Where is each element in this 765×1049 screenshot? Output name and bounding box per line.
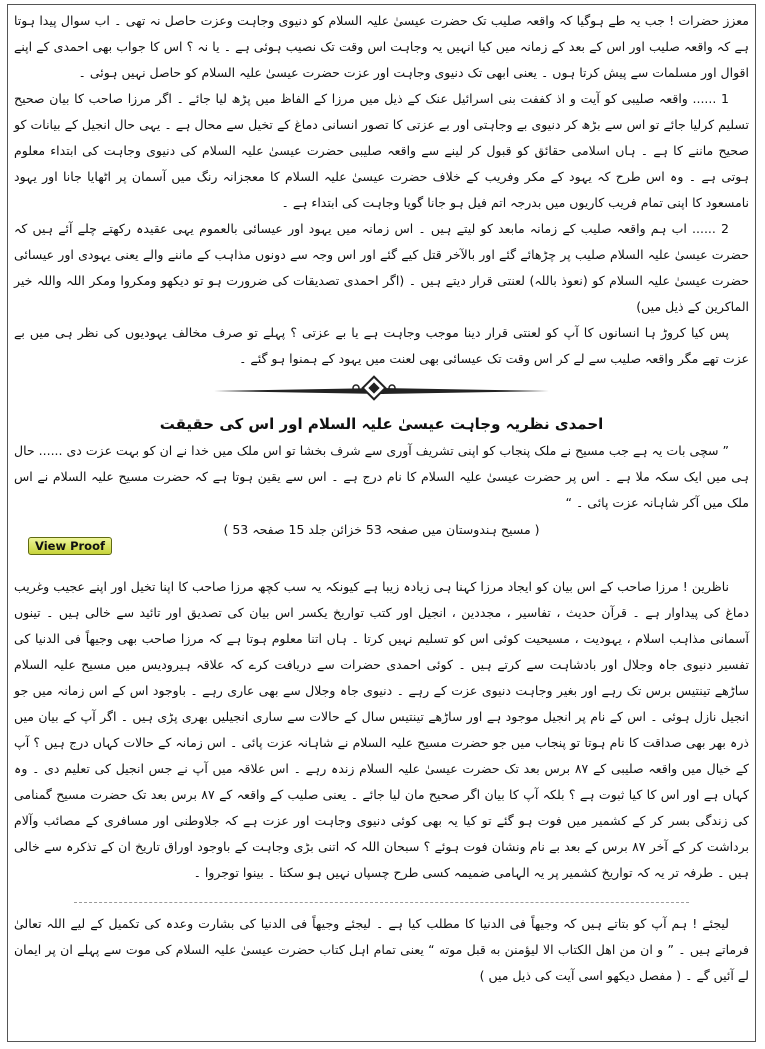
document-body xyxy=(14,8,749,989)
paragraph-analysis: ناظرین ! مرزا صاحب کے اس بیان کو ایجاد مرزا کہنا ہی زیادہ زیبا ہے کیونکہ یہ سب کچھ مرزا صاحب کا اپنا تخیل اور اپنے عجیب وغریب دماغ کی پیداوار ہے ۔ قرآن حدیث ، تفاسیر ، مجددین ، انجیل اور کتب تواریخ یکسر اس بیان کی تصدیق اور تائید سے خالی ہیں ۔ تینوں آسمانی مذاہب اسلام ، یہودیت ، مسیحیت کوئی اس کو تسلیم نہیں کرتا ۔ ہاں اتنا معلوم ہوتا ہے کہ مرزا صاحب بھی وجیھاً فی الدنیا کی تفسیر دنیوی جاہ وجلال اور بادشاہت سے کرتے ہیں ۔ کوئی احمدی حضرات سے دریافت کرے کہ علاقہ ہیرودیس میں مسیح علیہ السلام ساڑھے تینتیس برس تک رہے اور بغیر وجاہت دنیوی عزت کے رہے ۔ دنیوی جاہ وجلال سے بھی عاری رہے ۔ باوجود اس کے اس زمانہ میں جو انجیل نازل ہوئی ۔ اس کے نام پر انجیل موجود ہے اور ساڑھے تینتیس سال کے حالات سے ساری انجیلیں بھری پڑی ہیں ۔ اگر آپ کے بیان میں ذرہ بھر بھی صداقت کا نام ہوتا تو پنجاب میں جو حضرت مسیح علیہ السلام نے شاہانہ عزت پائی ۔ اس زمانہ کے حالات کہاں درج ہیں ؟ آپ کے خیال میں واقعہ صلیبی کے ۸۷ برس بعد تک حضرت عیسیٰ علیہ السلام زندہ رہے ۔ اس علاقہ میں آپ نے جس انجیل کی تعلیم دی ۔ وہ کہاں ہے اور اس کا کیا ثبوت ہے ؟ بلکہ آپ کا بیان اگر صحیح مان لیا جائے ۔ یعنی صلیب کے واقعہ کے ۸۷ برس بعد تک حضرت مسیح گمنامی کی زندگی بسر کر کے کشمیر میں فوت ہو گئے تو کیا یہ بھی کوئی دنیوی وجاہت اور عزت ہے کہ جلاوطنی اور مسافری کے مصائب وآلام برداشت کر کے آخر ۸۷ برس کے بعد بے نام ونشان فوت ہوئے ؟ سبحان اللہ کہ اتنی بڑی وجاہت کے باوجود اوراق تاریخ ان کے تذکرہ سے خالی ہیں ۔ طرفہ تر یہ کہ تواریخ کشمیر پر یہ الہامی ضمیمہ کسی طرح چسپاں نہیں ہو سکتا ۔ بینوا توجروا ۔ xyxy=(14,579,750,880)
ornament-icon xyxy=(14,372,749,410)
section-heading: احمدی نظریہ وجاہت عیسیٰ علیہ السلام اور اس کی حقیقت xyxy=(159,415,604,433)
paragraph-conclusion: پس کیا کروڑ ہا انسانوں کا آپ کو لعنتی قرار دینا موجب وجاہت ہے یا بے عزتی ؟ پہلے تو صرف مخالف یہودیوں کی نظر ہی میں بے عزت تھے مگر واقعہ صلیب سے لے کر اس وقت تک عیسائی بھی لعنت میں یہود کے ہمنوا ہو گئے ۔ xyxy=(14,325,749,366)
paragraph-intro: معزز حضرات ! جب یہ طے ہوگیا کہ واقعہ صلیب تک حضرت عیسیٰ علیہ السلام کو دنیوی وجاہت وعزت حاصل نہ تھی ۔ اب سوال پیدا ہوتا ہے کہ واقعہ صلیب اور اس کے بعد کے زمانہ میں کیا انہیں یہ وجاہت اس وقت تک نصیب ہوئی ہے ۔ یا نہ ؟ اس کا جواب بھی احمدی کے اپنے اقوال اور مسلمات سے پیش کرتا ہوں ۔ یعنی ابھی تک دنیوی وجاہت اور عزت حضرت عیسیٰ علیہ السلام کو حاصل نہیں ہوئی ۔ xyxy=(14,13,749,80)
view-proof-row xyxy=(28,535,112,555)
view-proof-button[interactable]: View Proof xyxy=(28,537,112,555)
quote-text: ” سچی بات یہ ہے جب مسیح نے ملک پنجاب کو اپنی تشریف آوری سے شرف بخشا تو اس ملک میں خدا نے ان کو بہت عزت دی ...... حال ہی میں ایک سکہ ملا ہے ۔ اس پر حضرت عیسیٰ علیہ السلام کا نام درج ہے ۔ اس سے یقین ہوتا ہے کہ حضرت مسیح علیہ السلام نے اس ملک میں آکر شاہانہ عزت پائی ۔ “ xyxy=(14,443,749,510)
paragraph-final: لیجئے ! ہم آپ کو بتاتے ہیں کہ وجیھاً فی الدنیا کا مطلب کیا ہے ۔ لیجئے وجیھاً فی الدنیا کی بشارت وعدہ کی تکمیل کے لیے اللہ تعالیٰ فرماتے ہیں ۔ ” و ان من اهل الكتاب الا ليؤمنن به قبل موته “ یعنی تمام اہل کتاب حضرت عیسیٰ علیہ السلام کی موت سے پہلے ان پر ایمان لے آئیں گے ۔ ( مفصل دیکھو اسی آیت کی ذیل میں ) xyxy=(14,916,749,983)
paragraph-point-2: 2 ...... اب ہم واقعہ صلیب کے زمانہ مابعد کو لیتے ہیں ۔ اس زمانہ میں یہود اور عیسائی بالعموم یہی عقیدہ رکھتے چلے آئے ہیں کہ حضرت عیسیٰ علیہ السلام صلیب پر چڑھائے گئے اور بالآخر قتل کیے گئے اور اس وجہ سے دونوں مذاہب کے ماننے والے یعنی یہودی اور عیسائی حضرت عیسیٰ علیہ السلام کو (نعوذ باللہ) لعنتی قرار دیتے ہیں ۔ (اگر احمدی تصدیقات کی ضرورت ہو تو دیکھو ومکروا ومکر اللہ واللہ خیر الماکرین کے ذیل میں) xyxy=(14,221,749,314)
section-separator xyxy=(74,892,689,903)
paragraph-point-1: 1 ...... واقعہ صلیبی کو آیت و اذ کففت بنی اسرائیل عنک کے ذیل میں مرزا کے الفاظ میں پڑھ لیا جائے ۔ اگر مرزا صاحب کا بیان صحیح تسلیم کرلیا جائے تو اس سے بڑھ کر دنیوی بے وجاہتی اور بے عزتی کا تصور انسانی دماغ کے تخیل سے محال ہے ۔ یہی حال انجیل کے بیانات کو صحیح ماننے کا ہے ۔ ہاں اسلامی حقائق کو قبول کر لینے سے واقعہ صلیبی حضرت عیسیٰ علیہ السلام کی دنیوی وجاہت کی ابتداء معلوم ہوتی ہے ۔ وہ اس طرح کہ یہود کے مکر وفریب کے خلاف حضرت عیسیٰ علیہ السلام کا معجزانہ رنگ میں آسمان پر اٹھایا جانا اور یہود نامسعود کا اپنی تمام فریب کاریوں میں بدرجہ اتم فیل ہو جانا گویا وجاہت کی ابتداء ہے ۔ xyxy=(14,91,749,210)
ornamental-divider xyxy=(14,372,749,410)
quote-citation: ( مسیح ہندوستان میں صفحہ 53 خزائن جلد 15 صفحہ 53 ) xyxy=(223,522,540,537)
